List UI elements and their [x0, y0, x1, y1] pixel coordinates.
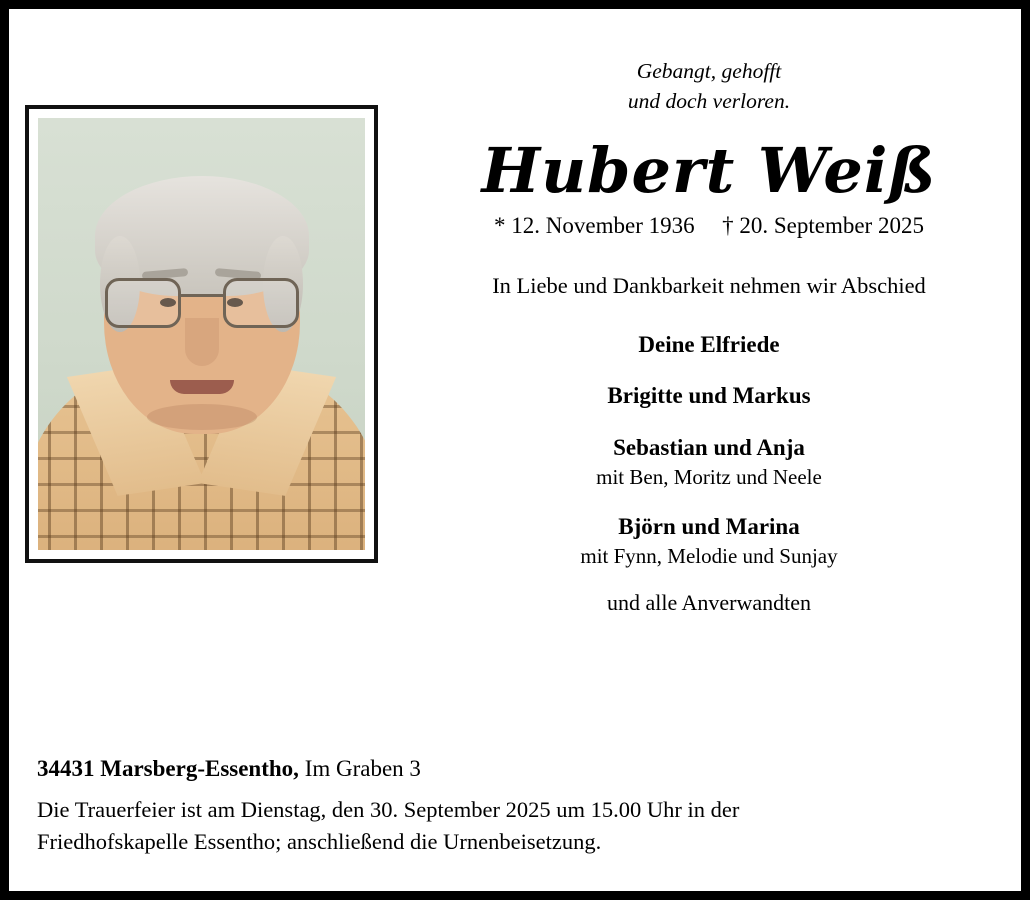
birth-symbol: * — [494, 213, 506, 239]
mourner-group — [405, 380, 1013, 411]
mourner-closing: und alle Anverwandten — [606, 590, 812, 616]
epitaph-line-2: und doch verloren. — [627, 88, 791, 113]
death-symbol: † — [722, 213, 734, 239]
glasses-lens-left — [105, 278, 181, 328]
service-line-1: Die Trauerfeier ist am Dienstag, den 30. September 2025 um 15.00 Uhr in der — [37, 797, 740, 822]
glasses-lens-right — [223, 278, 299, 328]
address-city: 34431 Marsberg-Essentho, — [37, 756, 299, 781]
farewell-text: In Liebe und Dankbarkeit nehmen wir Abschied — [492, 273, 926, 299]
life-dates — [405, 213, 1013, 239]
address-street: Im Graben 3 — [304, 756, 421, 781]
mourner-name: Deine Elfriede — [638, 332, 780, 358]
mourner-name: Björn und Marina — [618, 513, 800, 539]
service-line-2: Friedhofskapelle Essentho; anschließend die Urnenbeisetzung. — [37, 828, 602, 854]
epitaph-line-1: Gebangt, gehofft — [636, 59, 782, 83]
epitaph — [405, 57, 1013, 116]
mourner-name: Brigitte und Markus — [607, 383, 811, 409]
portrait-chin-shadow — [147, 404, 257, 430]
mourner-group — [405, 329, 1013, 360]
portrait-frame — [25, 105, 378, 563]
portrait-photo — [38, 118, 365, 550]
death-date: 20. September 2025 — [739, 213, 924, 239]
mourner-group — [405, 432, 1013, 491]
obituary-text-column — [405, 57, 1013, 616]
glasses-bridge — [180, 294, 224, 297]
portrait-mouth — [170, 380, 234, 394]
obituary-inner — [9, 9, 1021, 891]
service-details — [37, 794, 993, 857]
deceased-name: Hubert Weiß — [481, 134, 937, 208]
portrait-nose — [185, 318, 219, 366]
mourner-children: mit Ben, Moritz und Neele — [596, 464, 822, 489]
mourner-group — [405, 511, 1013, 570]
birth-date: 12. November 1936 — [511, 213, 695, 239]
address — [37, 756, 993, 782]
mourner-name: Sebastian und Anja — [613, 434, 805, 460]
mourner-children: mit Fynn, Melodie und Sunjay — [580, 543, 838, 568]
obituary-footer — [37, 756, 993, 857]
